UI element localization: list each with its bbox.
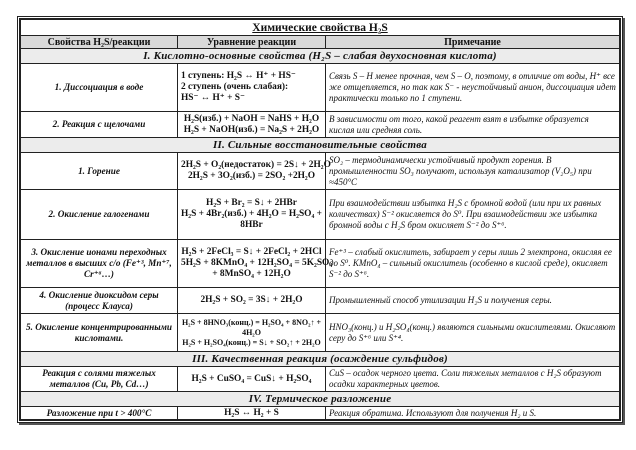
column-header-note: Примечание — [326, 36, 620, 49]
equation-cell — [178, 367, 326, 392]
table-row — [21, 190, 620, 240]
table-row — [21, 288, 620, 314]
equation-line: H₂S + 2FeCl₃ = S↓ + 2FeCl₂ + 2HCl — [181, 247, 322, 257]
equation-line: 4H₂O — [242, 327, 261, 337]
equation-cell — [178, 288, 326, 314]
note-cell: Связь S – H менее прочная, чем S – O, поэтому, в отличие от воды, H⁺ все же отщепляется, но так как S⁻ - неустойчивый анион, диссоциация идет практически только по 1 ступени. — [326, 64, 620, 112]
note-cell: Промышленный способ утилизации H₂S и получения серы. — [326, 288, 620, 314]
table-row — [21, 314, 620, 352]
table-row — [21, 64, 620, 112]
note-cell: Реакция обратима. Используют для получения H₂ и S. — [326, 407, 620, 420]
equation-line: H₂S + Br₂ = S↓ + 2HBr — [206, 198, 297, 208]
table-row — [21, 240, 620, 288]
equation-line: H₂S + 8HNO₃(конц.) = H₂SO₄ + 8NO₂↑ + — [181, 317, 322, 327]
property-cell: 1. Диссоциация в воде — [21, 64, 178, 112]
note-cell: При взаимодействии избытка H₂S с бромной водой (или при их равных количествах) S⁻² окисляется до S⁰. При взаимодействии же избытка бромной воды с H₂S бром окисляет S⁻² до S⁺⁶. — [326, 190, 620, 240]
equation-cell — [178, 64, 326, 112]
equation-line: 2H₂S + SO₂ = 3S↓ + 2H₂O — [200, 295, 303, 305]
note-cell: SO₂ – термодинамически устойчивый продукт горения. В промышленности SO₃ получают, используя катализатор (V₂O₅) при ≈450°C — [326, 153, 620, 190]
equation-line: 8HBr — [240, 220, 263, 230]
equation-cell — [178, 314, 326, 352]
property-cell: 2. Окисление галогенами — [21, 190, 178, 240]
equation-line: HS⁻ ↔ H⁺ + S⁻ — [181, 93, 245, 103]
section-heading-reducing: II. Сильные восстановительные свойства — [21, 138, 620, 153]
column-header-property: Свойства H₂S/реакции — [21, 36, 178, 49]
equation-cell — [178, 190, 326, 240]
section-heading-thermal: IV. Термическое разложение — [21, 392, 620, 407]
equation-line: H₂S + 4Br₂(изб.) + 4H₂O = H₂SO₄ + — [181, 209, 322, 219]
equation-line: H₂S + NaOH(изб.) = Na₂S + 2H₂O — [183, 124, 320, 135]
property-cell: 1. Горение — [21, 153, 178, 190]
equation-line: + 8MnSO₄ + 12H₂O — [212, 269, 291, 279]
table-row — [21, 407, 620, 420]
column-header-row — [21, 36, 620, 49]
property-cell: Реакция с солями тяжелых металлов (Cu, Pb, Cd…) — [21, 367, 178, 392]
equation-line: 1 ступень: H₂S ↔ H⁺ + HS⁻ — [181, 71, 296, 81]
note-cell: HNO₃(конц.) и H₂SO₄(конц.) являются сильными окислителями. Окисляют серу до S⁺⁶ или S⁺⁴. — [326, 314, 620, 352]
column-header-equation: Уравнение реакции — [178, 36, 326, 49]
equation-line: H₂S + H₂SO₄(конц.) = S↓ + SO₂↑ + 2H₂O — [182, 337, 321, 347]
property-cell: 3. Окисление ионами переходных металлов в высших с/о (Fe⁺³, Mn⁺⁷, Cr⁺⁶…) — [21, 240, 178, 288]
equation-cell — [178, 153, 331, 190]
equation-line: 2 ступень (очень слабая): — [181, 82, 289, 92]
equation-cell — [178, 112, 326, 138]
equation-cell — [178, 240, 333, 288]
table-row — [21, 112, 620, 138]
section-heading-acid-base: I. Кислотно-основные свойства (H₂S – слабая двухосновная кислота) — [21, 49, 620, 64]
note-cell: В зависимости от того, какой реагент взят в избытке образуется кислая или средняя соль. — [326, 112, 620, 138]
property-cell: 2. Реакция с щелочами — [21, 112, 178, 138]
property-cell: 5. Окисление концентрированными кислотами. — [21, 314, 178, 352]
note-cell: CuS – осадок черного цвета. Соли тяжелых металлов с H₂S образуют осадки характерных цветов. — [326, 367, 620, 392]
equation-line: H₂S + CuSO₄ = CuS↓ + H₂SO₄ — [191, 373, 312, 384]
property-cell: Разложение при t > 400°C — [21, 407, 178, 420]
property-cell: 4. Окисление диоксидом серы (процесс Клауса) — [21, 288, 178, 314]
equation-line: 2H₂S + O₂(недостаток) = 2S↓ + 2H₂O — [181, 160, 331, 170]
equation-line: 5H₂S + 8KMnO₄ + 12H₂SO₄ = 5K₂SO₄ — [181, 258, 333, 268]
note-cell: Fe⁺³ – слабый окислитель, забирает у серы лишь 2 электрона, окисляя ее до S⁰. KMnO₄ – сильный окислитель (особенно в кислой среде), окисляет S⁻² до S⁺⁶. — [326, 240, 620, 288]
table-row — [21, 367, 620, 392]
equation-line: 2H₂S + 3O₂(изб.) = 2SO₂ +2H₂O — [187, 171, 316, 181]
document-frame — [17, 16, 623, 423]
section-heading-qualitative: III. Качественная реакция (осаждение сульфидов) — [21, 352, 620, 367]
equation-cell — [178, 407, 326, 420]
h2s-properties-table — [20, 19, 620, 420]
table-title: Химические свойства H₂S — [21, 20, 620, 36]
equation-line: H₂S(изб.) + NaOH = NaHS + H₂O — [183, 113, 320, 124]
equation-line: H₂S ↔ H₂ + S — [224, 407, 279, 418]
table-row — [21, 153, 620, 190]
